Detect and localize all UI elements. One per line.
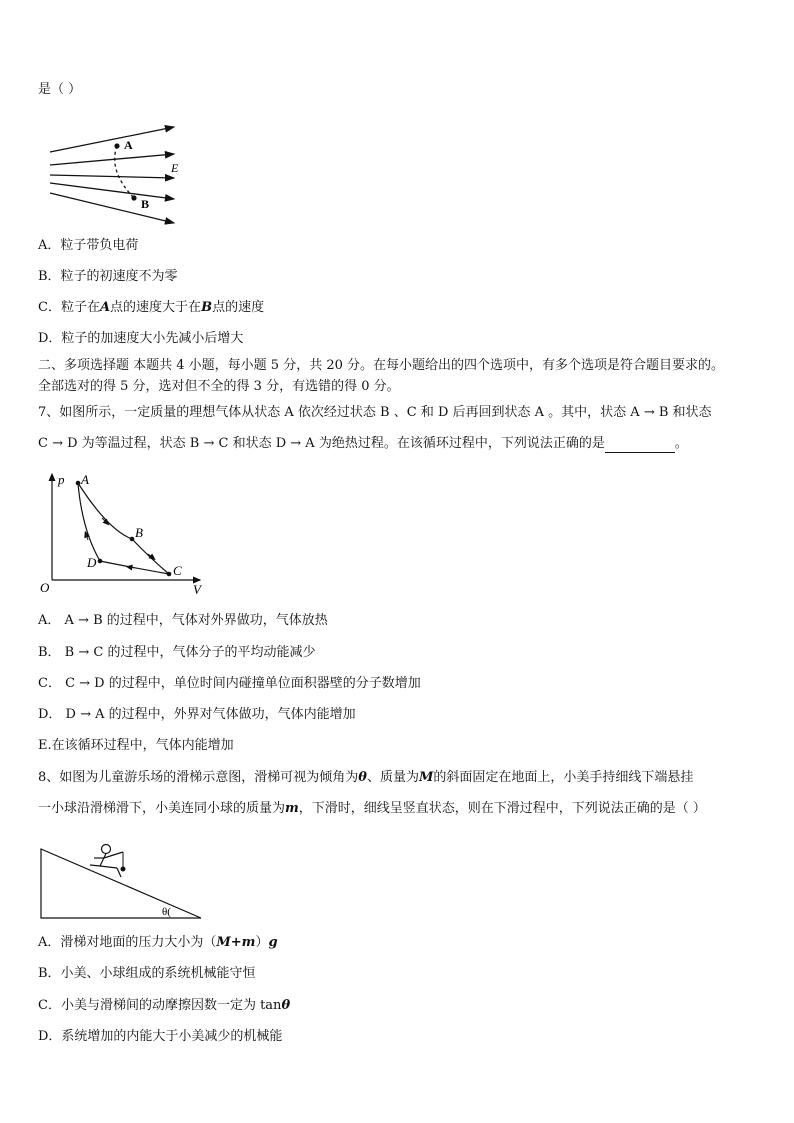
q7-stem-line1: 7、如图所示，一定质量的理想气体从状态 A 依次经过状态 B 、C 和 D 后再回到状态 A 。其中，状态 A → B 和状态 xyxy=(38,405,712,420)
q6-stem-tail: 是（ ） xyxy=(38,82,82,97)
q6-option-b[interactable]: B．粒子的初速度不为零 xyxy=(38,269,178,284)
label-e: E xyxy=(171,161,179,175)
label-o: O xyxy=(40,580,50,595)
q7-pv-diagram xyxy=(38,468,208,598)
label-a: A xyxy=(124,138,133,152)
q7-option-a[interactable]: A． A → B 的过程中，气体对外界做功，气体放热 xyxy=(38,613,328,628)
state-c-point xyxy=(167,572,172,577)
curve-ab xyxy=(78,483,132,539)
state-b-point xyxy=(130,537,135,542)
field-line-1 xyxy=(50,127,174,152)
point-b xyxy=(131,195,136,200)
field-line-4 xyxy=(50,183,174,199)
q8-option-b[interactable]: B．小美、小球组成的系统机械能守恒 xyxy=(38,966,256,981)
label-state-a: A xyxy=(81,472,89,487)
curve-da xyxy=(78,483,100,561)
particle-trajectory xyxy=(115,146,134,198)
q6-option-a[interactable]: A．粒子带负电荷 xyxy=(38,238,139,253)
q7-option-d[interactable]: D． D → A 的过程中，外界对气体做功，气体内能增加 xyxy=(38,707,356,722)
label-b: B xyxy=(141,197,150,211)
small-ball xyxy=(121,867,126,872)
q7-option-e[interactable]: E.在该循环过程中，气体内能增加 xyxy=(38,738,234,753)
q6-option-d[interactable]: D．粒子的加速度大小先减小后增大 xyxy=(38,331,244,346)
angle-label: θ( xyxy=(162,906,171,918)
q8-stem-line1: 8、如图为儿童游乐场的滑梯示意图，滑梯可视为倾角为θ、质量为M的斜面固定在地面上，小美手持细线下端悬挂 xyxy=(38,770,694,785)
label-state-d: D xyxy=(87,555,97,570)
q7-stem-line2: C → D 为等温过程，状态 B → C 和状态 D → A 为绝热过程。在该循环过程中，下列说法正确的是 。 xyxy=(38,436,688,451)
q8-slide-figure xyxy=(38,838,206,924)
label-v: V xyxy=(193,582,201,597)
field-line-3 xyxy=(50,175,174,178)
point-a xyxy=(114,143,119,148)
q8-stem-line2: 一小球沿滑梯滑下，小美连同小球的质量为m，下滑时，细线呈竖直状态，则在下滑过程中，下列说法正确的是（ ） xyxy=(38,801,706,816)
section2-heading-line1: 二、多项选择题 本题共 4 小题，每小题 5 分，共 20 分。在每小题给出的四个选项中，有多个选项是符合题目要求的。 xyxy=(38,358,725,373)
state-d-point xyxy=(98,559,103,564)
q7-answer-blank[interactable] xyxy=(605,440,675,453)
field-line-2 xyxy=(50,154,174,165)
q7-option-c[interactable]: C． C → D 的过程中，单位时间内碰撞单位面积器壁的分子数增加 xyxy=(38,676,421,691)
section2-heading-line2: 全部选对的得 5 分，选对但不全的得 3 分，有选错的得 0 分。 xyxy=(38,379,400,394)
label-state-b: B xyxy=(135,525,143,540)
field-line-5 xyxy=(50,193,174,223)
q8-option-a[interactable]: A．滑梯对地面的压力大小为（M+m）g xyxy=(38,935,278,950)
q8-option-d[interactable]: D．系统增加的内能大于小美减少的机械能 xyxy=(38,1029,283,1044)
q7-option-b[interactable]: B． B → C 的过程中，气体分子的平均动能减少 xyxy=(38,645,316,660)
label-state-c: C xyxy=(173,563,182,578)
q6-option-c[interactable]: C．粒子在A点的速度大于在B点的速度 xyxy=(38,300,265,315)
state-a-point xyxy=(76,481,81,486)
q6-field-figure xyxy=(40,125,190,235)
q8-option-c[interactable]: C．小美与滑梯间的动摩擦因数一定为 tanθ xyxy=(38,998,291,1013)
slide-incline xyxy=(41,849,201,918)
label-p: p xyxy=(58,472,65,487)
